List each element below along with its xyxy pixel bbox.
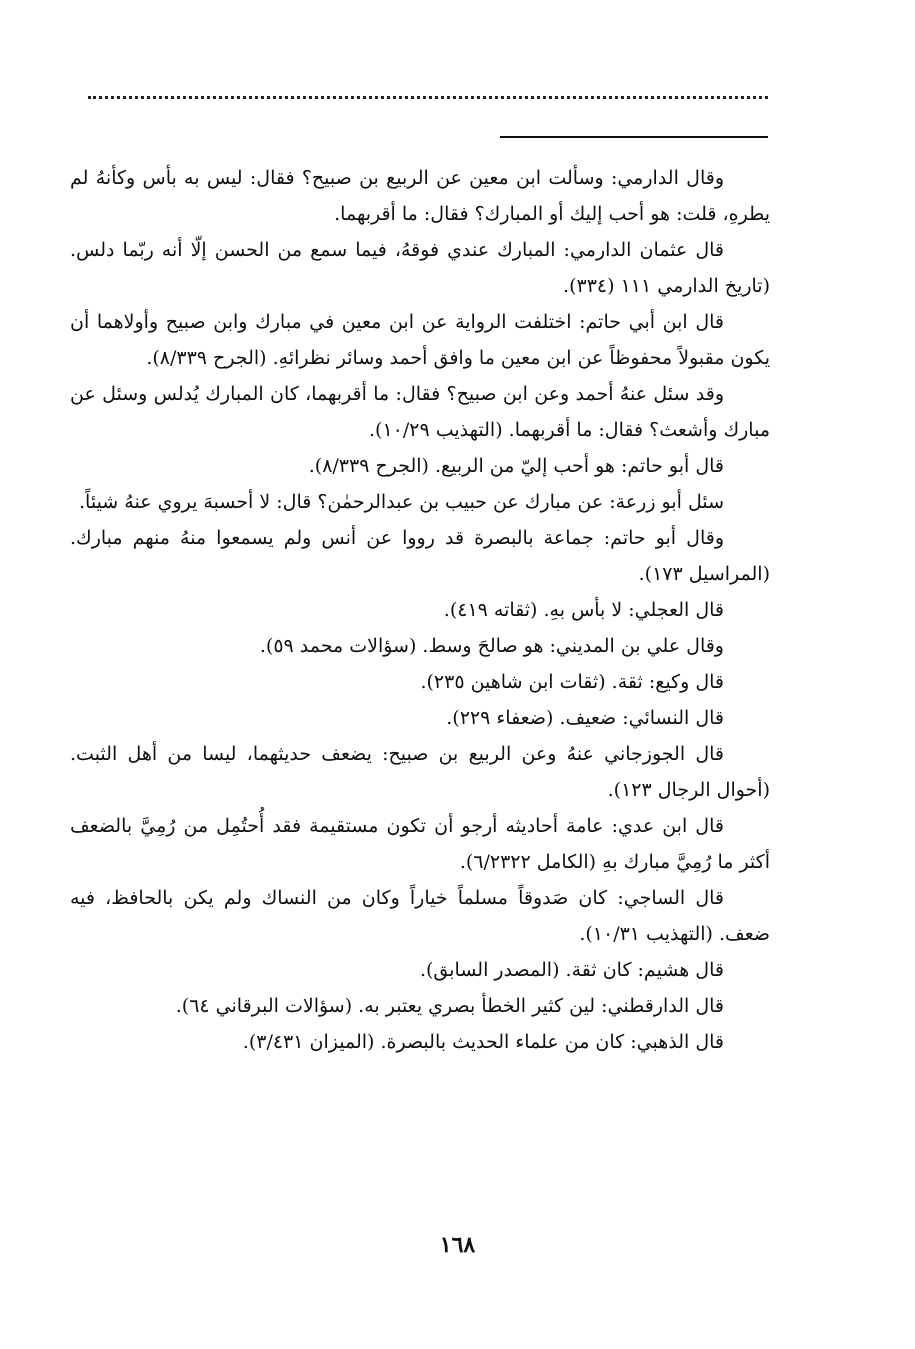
entry-waki: قال وكيع: ثقة. (ثقات ابن شاهين ٢٣٥). (420, 671, 724, 693)
entry-dhahabi: قال الذهبي: كان من علماء الحديث بالبصرة. (الميزان ٣/٤٣١). (242, 1031, 724, 1053)
entry-nasai: قال النسائي: ضعيف. (ضعفاء ٢٢٩). (446, 707, 724, 729)
entry-juzajani: قال الجوزجاني عنهُ وعن الربيع بن صبيح: يضعف حديثهما، ليسا من أهل الثبت. (أحوال الرجال ١٢٣). (70, 743, 770, 801)
entry-abu-hatim-1: قال أبو حاتم: هو أحب إليّ من الربيع. (الجرح ٨/٣٣٩). (308, 455, 724, 477)
entry-darimi-question: وقال الدارمي: وسألت ابن معين عن الربيع بن صبيح؟ فقال: ليس به بأس وكأنهُ لم يطرهِ، قلت: هو أحب إليك أو المبارك؟ فقال: ما أقربهما. (70, 167, 770, 225)
page-number: ١٦٨ (439, 1232, 476, 1258)
entry-abu-zura: سئل أبو زرعة: عن مبارك عن حبيب بن عبدالرحمٰن؟ قال: لا أحسبهَ يروي عنهُ شيئاً. (79, 491, 724, 513)
entry-ijli: قال العجلي: لا بأس بهِ. (ثقاته ٤١٩). (443, 599, 724, 621)
dotted-separator (88, 96, 768, 115)
entry-saji: قال الساجي: كان صَدوقاً مسلماً خياراً وكان من النساك ولم يكن بالحافظ، فيه ضعف. (التهذيب ١٠/٣١). (70, 887, 770, 945)
footnote-rule (500, 136, 768, 138)
entry-ahmad: وقد سئل عنهُ أحمد وعن ابن صبيح؟ فقال: ما أقربهما، كان المبارك يُدلس وسئل عن مبارك وأشعث؟ فقال: ما أقربهما. (التهذيب ١٠/٢٩). (70, 383, 770, 441)
page-body (70, 160, 770, 1060)
entry-hushaym: قال هشيم: كان ثقة. (المصدر السابق). (419, 959, 724, 981)
entry-daraqutni: قال الدارقطني: لين كثير الخطأ بصري يعتبر به. (سؤالات البرقاني ٦٤). (175, 995, 724, 1017)
entry-abu-hatim-2: وقال أبو حاتم: جماعة بالبصرة قد رووا عن أنس ولم يسمعوا منهُ منهم مبارك. (المراسيل ١٧٣). (70, 527, 770, 585)
entry-ibn-abi-hatim: قال ابن أبي حاتم: اختلفت الرواية عن ابن معين في مبارك وابن صبيح وأولاهما أن يكون مقبولاً محفوظاً عن ابن معين ما وافق أحمد وسائر نظرائهِ. (الجرح ٨/٣٣٩). (70, 311, 770, 369)
entry-ibn-adi: قال ابن عدي: عامة أحاديثه أرجو أن تكون مستقيمة فقد أُحتُمِل من رُمِيَّ بالضعف أكثر ما رُمِيَّ مبارك بهِ (الكامل ٦/٢٣٢٢). (70, 815, 770, 873)
entry-ibn-al-madini: وقال علي بن المديني: هو صالحَ وسط. (سؤالات محمد ٥٩). (259, 635, 724, 657)
entry-uthman-darimi: قال عثمان الدارمي: المبارك عندي فوقهُ، فيما سمع من الحسن إلّا أنه ربّما دلس. (تاريخ الدارمي ١١١ (٣٣٤). (70, 239, 770, 297)
